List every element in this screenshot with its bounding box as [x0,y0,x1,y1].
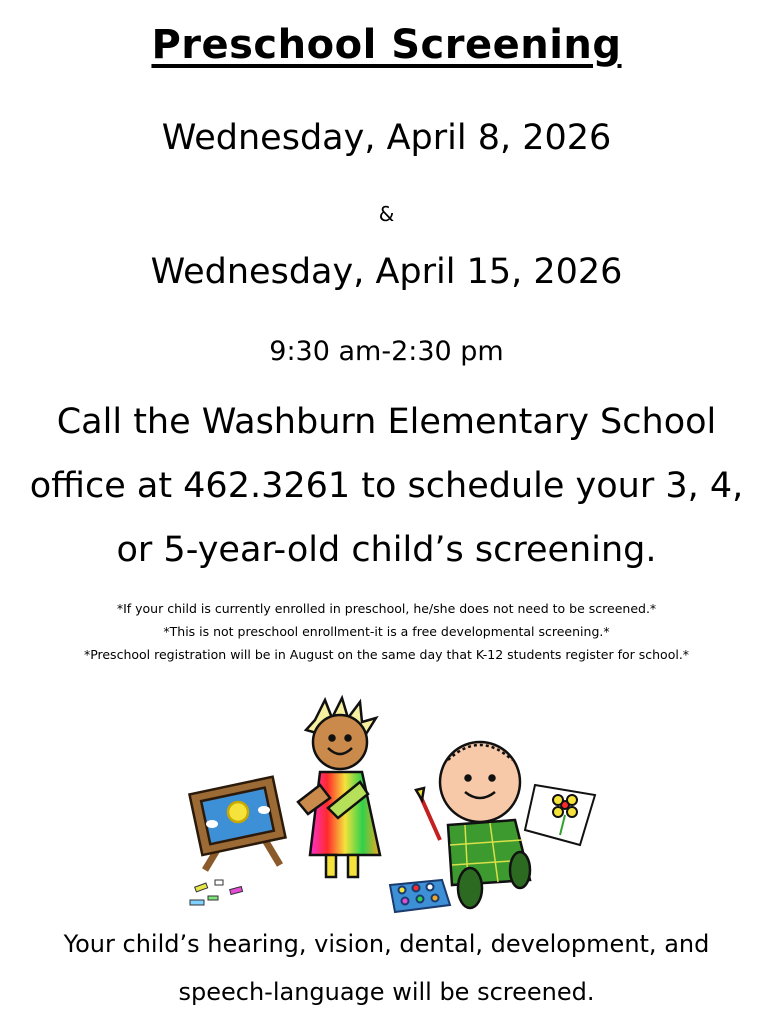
flyer-title: Preschool Screening [151,22,622,68]
screening-date-2: Wednesday, April 15, 2026 [150,252,623,292]
note-enrolled: *If your child is currently enrolled in preschool, he/she does not need to be screened.* [116,601,657,616]
chalk-pieces-icon [190,880,243,905]
flower-drawing-icon [525,785,595,845]
call-instruction-line-2: office at 462.3261 to schedule your 3, 4, [29,466,744,506]
footer-line-2: speech-language will be screened. [178,978,595,1006]
children-painting-illustration [180,690,600,920]
paint-palette-icon [390,880,450,912]
note-registration: *Preschool registration will be in August on the same day that K-12 students register for school.* [83,647,690,662]
call-instruction-line-1: Call the Washburn Elementary School [56,402,717,442]
ampersand: & [378,202,395,226]
screening-time: 9:30 am-2:30 pm [269,336,504,367]
screening-date-1: Wednesday, April 8, 2026 [161,118,612,158]
call-instruction-line-3: or 5-year-old child’s screening. [116,530,657,570]
girl-figure-icon [298,698,380,877]
easel-icon [189,777,285,870]
note-not-enrollment: *This is not preschool enrollment-it is a free developmental screening.* [163,624,610,639]
footer-line-1: Your child’s hearing, vision, dental, development, and [63,930,710,958]
